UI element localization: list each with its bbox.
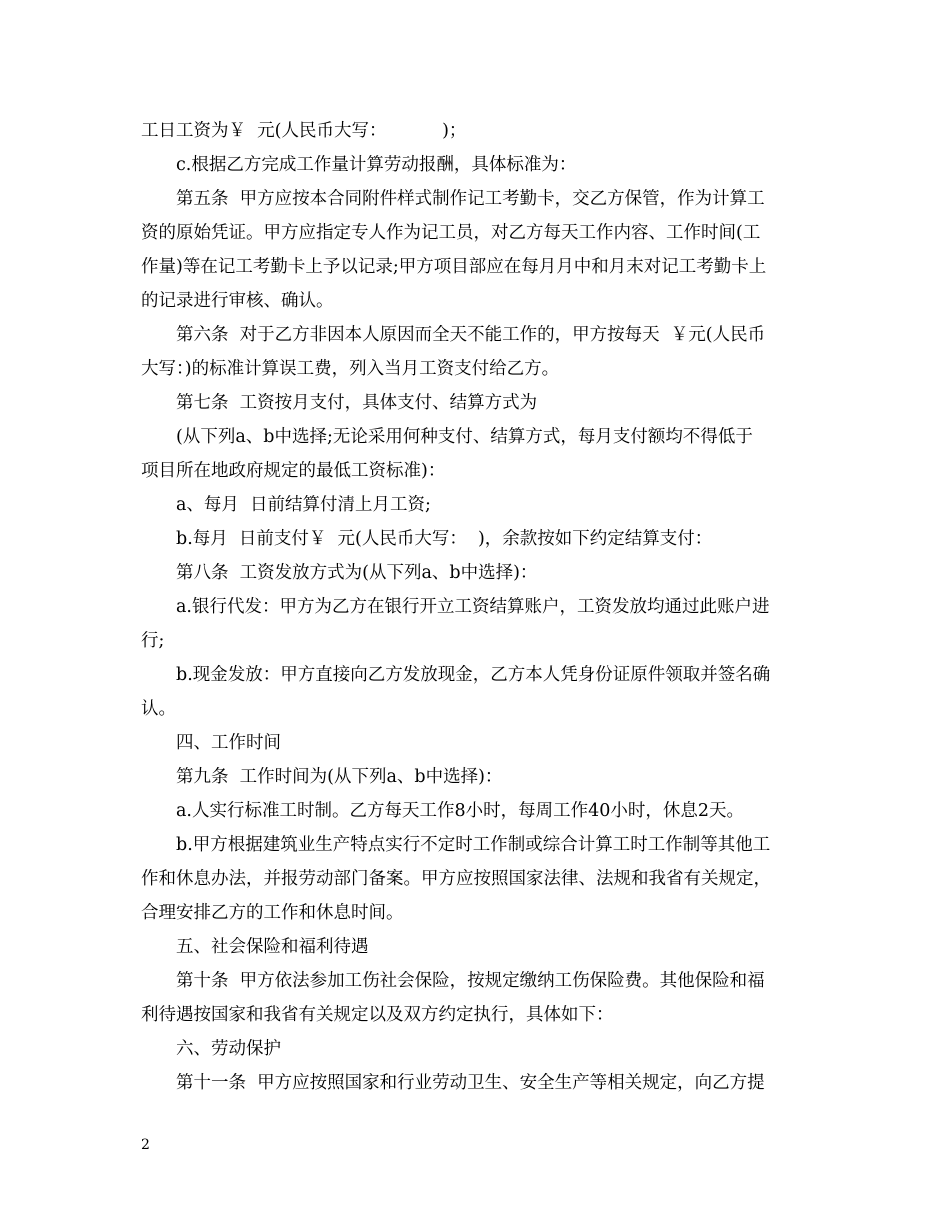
text-line: 的记录进行审核、确认。 (141, 291, 334, 311)
text-line: 第八条 工资发放方式为(从下列a、b中选择)： (176, 563, 538, 583)
text-line: 工日工资为￥ 元(人民币大写： )； (141, 121, 467, 141)
text-line: c.根据乙方完成工作量计算劳动报酬，具体标准为： (176, 155, 577, 175)
page-number: 2 (141, 1137, 150, 1153)
text-line: 资的原始凭证。甲方应指定专人作为记工员，对乙方每天工作内容、工作时间(工 (141, 223, 761, 243)
text-line: 作和休息办法，并报劳动部门备案。甲方应按照国家法律、法规和我省有关规定， (141, 869, 771, 889)
text-line: 利待遇按国家和我省有关规定以及双方约定执行，具体如下： (141, 1005, 614, 1025)
text-line: b.现金发放：甲方直接向乙方发放现金，乙方本人凭身份证原件领取并签名确 (176, 665, 771, 685)
document-body (141, 114, 813, 1100)
text-line: 第六条 对于乙方非因本人原因而全天不能工作的，甲方按每天 ￥元(人民币 (176, 325, 766, 345)
text-line: 作量)等在记工考勤卡上予以记录;甲方项目部应在每月月中和月末对记工考勤卡上 (141, 257, 767, 277)
text-line: b.每月 日前支付￥ 元(人民币大写： )，余款按如下约定结算支付： (176, 529, 713, 549)
text-line: 六、劳动保护 (176, 1039, 281, 1059)
text-line: 第十条 甲方依法参加工伤社会保险，按规定缴纳工伤保险费。其他保险和福 (176, 971, 765, 991)
text-line: a.银行代发：甲方为乙方在银行开立工资结算账户，工资发放均通过此账户进 (176, 597, 770, 617)
text-line: (从下列a、b中选择;无论采用何种支付、结算方式，每月支付额均不得低于 (176, 427, 753, 447)
text-line: a.人实行标准工时制。乙方每天工作8小时，每周工作40小时，休息2天。 (176, 801, 745, 821)
text-line: 认。 (141, 699, 176, 719)
text-line: 四、工作时间 (176, 733, 281, 753)
text-line: 第五条 甲方应按本合同附件样式制作记工考勤卡，交乙方保管，作为计算工 (176, 189, 765, 209)
text-line: 第十一条 甲方应按照国家和行业劳动卫生、安全生产等相关规定，向乙方提 (176, 1073, 765, 1093)
text-line: 第七条 工资按月支付，具体支付、结算方式为 (176, 393, 538, 413)
text-line: 第九条 工作时间为(从下列a、b中选择)： (176, 767, 503, 787)
text-line: 合理安排乙方的工作和休息时间。 (141, 903, 404, 923)
text-line: 五、社会保险和福利待遇 (176, 937, 369, 957)
text-line: 大写：)的标准计算误工费，列入当月工资支付给乙方。 (141, 359, 560, 379)
text-line: 行; (141, 631, 165, 651)
text-line: b.甲方根据建筑业生产特点实行不定时工作制或综合计算工时工作制等其他工 (176, 835, 771, 855)
text-line: 项目所在地政府规定的最低工资标准)： (141, 461, 446, 481)
text-line: a、每月 日前结算付清上月工资; (176, 495, 431, 515)
